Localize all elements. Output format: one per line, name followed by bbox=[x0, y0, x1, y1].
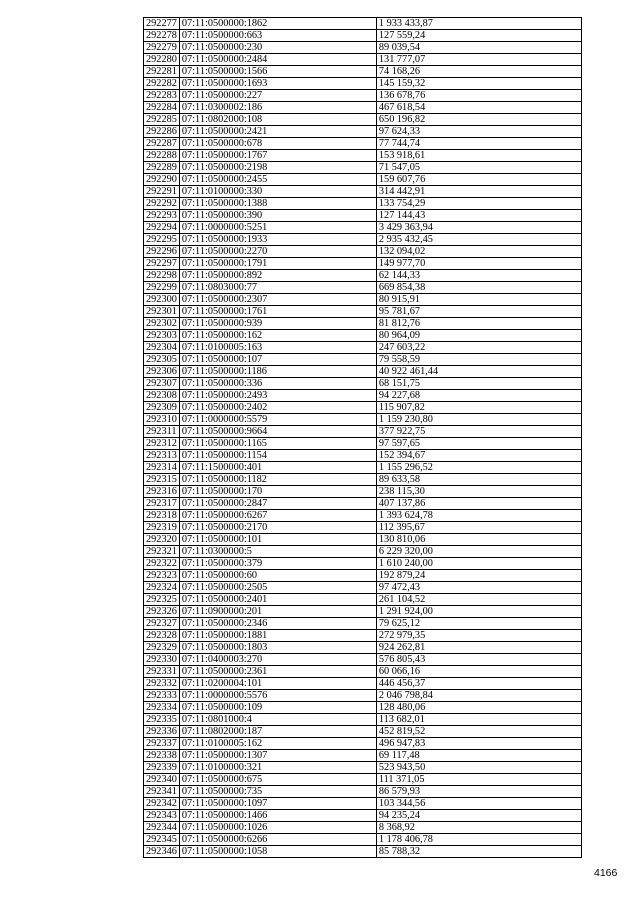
cadastral-number-cell: 07:11:0500000:2455 bbox=[179, 174, 376, 186]
table-row bbox=[144, 690, 582, 702]
value-cell: 132 094,02 bbox=[376, 246, 581, 258]
value-cell: 452 819,52 bbox=[376, 726, 581, 738]
cadastral-number-cell: 07:11:0500000:2402 bbox=[179, 402, 376, 414]
row-number-cell: 292334 bbox=[144, 702, 180, 714]
row-number-cell: 292322 bbox=[144, 558, 180, 570]
value-cell: 89 633,58 bbox=[376, 474, 581, 486]
value-cell: 80 964,09 bbox=[376, 330, 581, 342]
row-number-cell: 292301 bbox=[144, 306, 180, 318]
cadastral-number-cell: 07:11:0500000:1791 bbox=[179, 258, 376, 270]
row-number-cell: 292285 bbox=[144, 114, 180, 126]
cadastral-number-cell: 07:11:0500000:1165 bbox=[179, 438, 376, 450]
value-cell: 97 597,65 bbox=[376, 438, 581, 450]
cadastral-number-cell: 07:11:0300002:186 bbox=[179, 102, 376, 114]
table-row bbox=[144, 810, 582, 822]
row-number-cell: 292277 bbox=[144, 18, 180, 30]
cadastral-number-cell: 07:11:0500000:1097 bbox=[179, 798, 376, 810]
value-cell: 377 922,75 bbox=[376, 426, 581, 438]
cadastral-number-cell: 07:11:0802000:187 bbox=[179, 726, 376, 738]
value-cell: 86 579,93 bbox=[376, 786, 581, 798]
value-cell: 40 922 461,44 bbox=[376, 366, 581, 378]
cadastral-number-cell: 07:11:0500000:2493 bbox=[179, 390, 376, 402]
table-row bbox=[144, 42, 582, 54]
row-number-cell: 292294 bbox=[144, 222, 180, 234]
table-row bbox=[144, 594, 582, 606]
value-cell: 94 227,68 bbox=[376, 390, 581, 402]
value-cell: 238 115,30 bbox=[376, 486, 581, 498]
row-number-cell: 292288 bbox=[144, 150, 180, 162]
table-row bbox=[144, 78, 582, 90]
table-row bbox=[144, 102, 582, 114]
table-row bbox=[144, 174, 582, 186]
cadastral-number-cell: 07:11:0200004:101 bbox=[179, 678, 376, 690]
value-cell: 136 678,76 bbox=[376, 90, 581, 102]
value-cell: 523 943,50 bbox=[376, 762, 581, 774]
table-row bbox=[144, 786, 582, 798]
row-number-cell: 292281 bbox=[144, 66, 180, 78]
cadastral-number-cell: 07:11:0500000:2270 bbox=[179, 246, 376, 258]
cadastral-number-cell: 07:11:0500000:2847 bbox=[179, 498, 376, 510]
table-row bbox=[144, 666, 582, 678]
cadastral-number-cell: 07:11:0500000:1058 bbox=[179, 846, 376, 858]
row-number-cell: 292339 bbox=[144, 762, 180, 774]
value-cell: 112 395,67 bbox=[376, 522, 581, 534]
value-cell: 3 429 363,94 bbox=[376, 222, 581, 234]
table-row bbox=[144, 534, 582, 546]
row-number-cell: 292309 bbox=[144, 402, 180, 414]
value-cell: 1 393 624,78 bbox=[376, 510, 581, 522]
value-cell: 127 559,24 bbox=[376, 30, 581, 42]
cadastral-number-cell: 07:11:0500000:1803 bbox=[179, 642, 376, 654]
row-number-cell: 292302 bbox=[144, 318, 180, 330]
table-row bbox=[144, 630, 582, 642]
value-cell: 576 805,43 bbox=[376, 654, 581, 666]
value-cell: 192 879,24 bbox=[376, 570, 581, 582]
cadastral-number-cell: 07:11:0500000:2361 bbox=[179, 666, 376, 678]
value-cell: 496 947,83 bbox=[376, 738, 581, 750]
table-row bbox=[144, 678, 582, 690]
row-number-cell: 292284 bbox=[144, 102, 180, 114]
table-row bbox=[144, 234, 582, 246]
row-number-cell: 292307 bbox=[144, 378, 180, 390]
row-number-cell: 292345 bbox=[144, 834, 180, 846]
value-cell: 8 368,92 bbox=[376, 822, 581, 834]
value-cell: 95 781,67 bbox=[376, 306, 581, 318]
table-row bbox=[144, 846, 582, 858]
row-number-cell: 292305 bbox=[144, 354, 180, 366]
table-row bbox=[144, 270, 582, 282]
value-cell: 131 777,07 bbox=[376, 54, 581, 66]
table-row bbox=[144, 210, 582, 222]
row-number-cell: 292283 bbox=[144, 90, 180, 102]
table-row bbox=[144, 450, 582, 462]
row-number-cell: 292336 bbox=[144, 726, 180, 738]
value-cell: 1 291 924,00 bbox=[376, 606, 581, 618]
value-cell: 71 547,05 bbox=[376, 162, 581, 174]
table-row bbox=[144, 282, 582, 294]
value-cell: 130 810,06 bbox=[376, 534, 581, 546]
table-row bbox=[144, 354, 582, 366]
value-cell: 159 607,76 bbox=[376, 174, 581, 186]
row-number-cell: 292335 bbox=[144, 714, 180, 726]
cadastral-number-cell: 07:11:0500000:1767 bbox=[179, 150, 376, 162]
table-row bbox=[144, 486, 582, 498]
row-number-cell: 292311 bbox=[144, 426, 180, 438]
cadastral-number-cell: 07:11:0500000:2505 bbox=[179, 582, 376, 594]
cadastral-number-cell: 07:11:0500000:2307 bbox=[179, 294, 376, 306]
value-cell: 467 618,54 bbox=[376, 102, 581, 114]
row-number-cell: 292327 bbox=[144, 618, 180, 630]
cadastral-number-cell: 07:11:0500000:1862 bbox=[179, 18, 376, 30]
value-cell: 1 159 230,80 bbox=[376, 414, 581, 426]
table-row bbox=[144, 714, 582, 726]
table-row bbox=[144, 414, 582, 426]
value-cell: 69 117,48 bbox=[376, 750, 581, 762]
row-number-cell: 292298 bbox=[144, 270, 180, 282]
table-row bbox=[144, 474, 582, 486]
row-number-cell: 292300 bbox=[144, 294, 180, 306]
row-number-cell: 292320 bbox=[144, 534, 180, 546]
row-number-cell: 292328 bbox=[144, 630, 180, 642]
table-row bbox=[144, 498, 582, 510]
cadastral-number-cell: 07:11:0500000:1154 bbox=[179, 450, 376, 462]
row-number-cell: 292293 bbox=[144, 210, 180, 222]
cadastral-number-cell: 07:11:0000000:5251 bbox=[179, 222, 376, 234]
value-cell: 60 066,16 bbox=[376, 666, 581, 678]
table-row bbox=[144, 558, 582, 570]
row-number-cell: 292313 bbox=[144, 450, 180, 462]
value-cell: 97 472,43 bbox=[376, 582, 581, 594]
value-cell: 81 812,76 bbox=[376, 318, 581, 330]
table-row bbox=[144, 150, 582, 162]
cadastral-number-cell: 07:11:0500000:2421 bbox=[179, 126, 376, 138]
value-cell: 247 603,22 bbox=[376, 342, 581, 354]
row-number-cell: 292286 bbox=[144, 126, 180, 138]
row-number-cell: 292338 bbox=[144, 750, 180, 762]
value-cell: 94 235,24 bbox=[376, 810, 581, 822]
cadastral-number-cell: 07:11:0500000:6267 bbox=[179, 510, 376, 522]
cadastral-number-cell: 07:11:0500000:1466 bbox=[179, 810, 376, 822]
row-number-cell: 292292 bbox=[144, 198, 180, 210]
row-number-cell: 292315 bbox=[144, 474, 180, 486]
value-cell: 62 144,33 bbox=[376, 270, 581, 282]
value-cell: 2 935 432,45 bbox=[376, 234, 581, 246]
table-row bbox=[144, 798, 582, 810]
cadastral-number-cell: 07:11:0500000:101 bbox=[179, 534, 376, 546]
table-row bbox=[144, 294, 582, 306]
cadastral-number-cell: 07:11:0500000:1186 bbox=[179, 366, 376, 378]
value-cell: 113 682,01 bbox=[376, 714, 581, 726]
table-row bbox=[144, 522, 582, 534]
table-row bbox=[144, 618, 582, 630]
table-body bbox=[144, 18, 582, 858]
table-row bbox=[144, 426, 582, 438]
cadastral-number-cell: 07:11:0500000:1881 bbox=[179, 630, 376, 642]
row-number-cell: 292342 bbox=[144, 798, 180, 810]
table-row bbox=[144, 18, 582, 30]
value-cell: 127 144,43 bbox=[376, 210, 581, 222]
cadastral-number-cell: 07:11:0100000:330 bbox=[179, 186, 376, 198]
cadastral-number-cell: 07:11:0500000:663 bbox=[179, 30, 376, 42]
value-cell: 128 480,06 bbox=[376, 702, 581, 714]
value-cell: 89 039,54 bbox=[376, 42, 581, 54]
row-number-cell: 292291 bbox=[144, 186, 180, 198]
cadastral-number-cell: 07:11:0802000:108 bbox=[179, 114, 376, 126]
cadastral-number-cell: 07:11:0100005:163 bbox=[179, 342, 376, 354]
table-row bbox=[144, 462, 582, 474]
table-row bbox=[144, 834, 582, 846]
table-row bbox=[144, 750, 582, 762]
value-cell: 111 371,05 bbox=[376, 774, 581, 786]
cadastral-number-cell: 07:11:0500000:2198 bbox=[179, 162, 376, 174]
table-row bbox=[144, 570, 582, 582]
value-cell: 115 907,82 bbox=[376, 402, 581, 414]
cadastral-number-cell: 07:11:0500000:678 bbox=[179, 138, 376, 150]
row-number-cell: 292279 bbox=[144, 42, 180, 54]
cadastral-number-cell: 07:11:0500000:60 bbox=[179, 570, 376, 582]
value-cell: 669 854,38 bbox=[376, 282, 581, 294]
table-row bbox=[144, 126, 582, 138]
cadastral-number-cell: 07:11:0100005:162 bbox=[179, 738, 376, 750]
row-number-cell: 292316 bbox=[144, 486, 180, 498]
table-row bbox=[144, 390, 582, 402]
cadastral-number-cell: 07:11:0500000:2346 bbox=[179, 618, 376, 630]
cadastral-number-cell: 07:11:0500000:2401 bbox=[179, 594, 376, 606]
value-cell: 74 168,26 bbox=[376, 66, 581, 78]
row-number-cell: 292341 bbox=[144, 786, 180, 798]
row-number-cell: 292290 bbox=[144, 174, 180, 186]
row-number-cell: 292303 bbox=[144, 330, 180, 342]
value-cell: 1 610 240,00 bbox=[376, 558, 581, 570]
cadastral-number-cell: 07:11:0500000:6266 bbox=[179, 834, 376, 846]
cadastral-number-cell: 07:11:0500000:1182 bbox=[179, 474, 376, 486]
row-number-cell: 292344 bbox=[144, 822, 180, 834]
value-cell: 152 394,67 bbox=[376, 450, 581, 462]
row-number-cell: 292333 bbox=[144, 690, 180, 702]
value-cell: 446 456,37 bbox=[376, 678, 581, 690]
value-cell: 1 155 296,52 bbox=[376, 462, 581, 474]
cadastral-number-cell: 07:11:0500000:1566 bbox=[179, 66, 376, 78]
cadastral-number-cell: 07:11:1500000:401 bbox=[179, 462, 376, 474]
row-number-cell: 292287 bbox=[144, 138, 180, 150]
table-row bbox=[144, 438, 582, 450]
table-row bbox=[144, 774, 582, 786]
table-row bbox=[144, 546, 582, 558]
value-cell: 261 104,52 bbox=[376, 594, 581, 606]
row-number-cell: 292321 bbox=[144, 546, 180, 558]
row-number-cell: 292340 bbox=[144, 774, 180, 786]
table-row bbox=[144, 186, 582, 198]
row-number-cell: 292297 bbox=[144, 258, 180, 270]
cadastral-number-cell: 07:11:0500000:1761 bbox=[179, 306, 376, 318]
cadastral-number-cell: 07:11:0500000:230 bbox=[179, 42, 376, 54]
cadastral-number-cell: 07:11:0300000:5 bbox=[179, 546, 376, 558]
row-number-cell: 292319 bbox=[144, 522, 180, 534]
value-cell: 1 178 406,78 bbox=[376, 834, 581, 846]
cadastral-number-cell: 07:11:0500000:390 bbox=[179, 210, 376, 222]
row-number-cell: 292310 bbox=[144, 414, 180, 426]
cadastral-number-cell: 07:11:0801000:4 bbox=[179, 714, 376, 726]
value-cell: 272 979,35 bbox=[376, 630, 581, 642]
table-row bbox=[144, 582, 582, 594]
value-cell: 97 624,33 bbox=[376, 126, 581, 138]
row-number-cell: 292280 bbox=[144, 54, 180, 66]
table-row bbox=[144, 366, 582, 378]
cadastral-number-cell: 07:11:0500000:939 bbox=[179, 318, 376, 330]
value-cell: 149 977,70 bbox=[376, 258, 581, 270]
cadastral-number-cell: 07:11:0500000:227 bbox=[179, 90, 376, 102]
cadastral-number-cell: 07:11:0500000:162 bbox=[179, 330, 376, 342]
value-cell: 2 046 798,84 bbox=[376, 690, 581, 702]
cadastral-number-cell: 07:11:0500000:1693 bbox=[179, 78, 376, 90]
row-number-cell: 292312 bbox=[144, 438, 180, 450]
value-cell: 650 196,82 bbox=[376, 114, 581, 126]
value-cell: 407 137,86 bbox=[376, 498, 581, 510]
row-number-cell: 292289 bbox=[144, 162, 180, 174]
table-row bbox=[144, 138, 582, 150]
row-number-cell: 292317 bbox=[144, 498, 180, 510]
cadastral-number-cell: 07:11:0900000:201 bbox=[179, 606, 376, 618]
table-row bbox=[144, 726, 582, 738]
table-row bbox=[144, 222, 582, 234]
row-number-cell: 292282 bbox=[144, 78, 180, 90]
table-row bbox=[144, 246, 582, 258]
table-row bbox=[144, 738, 582, 750]
table-row bbox=[144, 342, 582, 354]
row-number-cell: 292314 bbox=[144, 462, 180, 474]
row-number-cell: 292299 bbox=[144, 282, 180, 294]
cadastral-number-cell: 07:11:0500000:892 bbox=[179, 270, 376, 282]
cadastral-number-cell: 07:11:0500000:2484 bbox=[179, 54, 376, 66]
value-cell: 133 754,29 bbox=[376, 198, 581, 210]
table-row bbox=[144, 198, 582, 210]
value-cell: 314 442,91 bbox=[376, 186, 581, 198]
value-cell: 68 151,75 bbox=[376, 378, 581, 390]
row-number-cell: 292332 bbox=[144, 678, 180, 690]
cadastral-number-cell: 07:11:0000000:5576 bbox=[179, 690, 376, 702]
cadastral-number-cell: 07:11:0500000:170 bbox=[179, 486, 376, 498]
row-number-cell: 292304 bbox=[144, 342, 180, 354]
table-row bbox=[144, 642, 582, 654]
table-row bbox=[144, 306, 582, 318]
row-number-cell: 292295 bbox=[144, 234, 180, 246]
cadastral-value-table bbox=[143, 17, 582, 858]
table-row bbox=[144, 54, 582, 66]
value-cell: 153 918,61 bbox=[376, 150, 581, 162]
value-cell: 79 625,12 bbox=[376, 618, 581, 630]
table-row bbox=[144, 702, 582, 714]
value-cell: 103 344,56 bbox=[376, 798, 581, 810]
row-number-cell: 292346 bbox=[144, 846, 180, 858]
table-row bbox=[144, 822, 582, 834]
cadastral-number-cell: 07:11:0803000:77 bbox=[179, 282, 376, 294]
value-cell: 1 933 433,87 bbox=[376, 18, 581, 30]
table-row bbox=[144, 762, 582, 774]
value-cell: 145 159,32 bbox=[376, 78, 581, 90]
page-number: 4166 bbox=[594, 867, 618, 879]
value-cell: 79 558,59 bbox=[376, 354, 581, 366]
value-cell: 77 744,74 bbox=[376, 138, 581, 150]
row-number-cell: 292326 bbox=[144, 606, 180, 618]
table-row bbox=[144, 654, 582, 666]
table-row bbox=[144, 330, 582, 342]
cadastral-number-cell: 07:11:0400003:270 bbox=[179, 654, 376, 666]
table-row bbox=[144, 30, 582, 42]
row-number-cell: 292330 bbox=[144, 654, 180, 666]
value-cell: 924 262,81 bbox=[376, 642, 581, 654]
value-cell: 85 788,32 bbox=[376, 846, 581, 858]
row-number-cell: 292308 bbox=[144, 390, 180, 402]
row-number-cell: 292323 bbox=[144, 570, 180, 582]
row-number-cell: 292343 bbox=[144, 810, 180, 822]
cadastral-number-cell: 07:11:0500000:735 bbox=[179, 786, 376, 798]
table-row bbox=[144, 402, 582, 414]
cadastral-number-cell: 07:11:0500000:107 bbox=[179, 354, 376, 366]
cadastral-number-cell: 07:11:0500000:1388 bbox=[179, 198, 376, 210]
cadastral-number-cell: 07:11:0500000:9664 bbox=[179, 426, 376, 438]
value-cell: 80 915,91 bbox=[376, 294, 581, 306]
cadastral-number-cell: 07:11:0500000:1933 bbox=[179, 234, 376, 246]
row-number-cell: 292318 bbox=[144, 510, 180, 522]
cadastral-number-cell: 07:11:0500000:1307 bbox=[179, 750, 376, 762]
cadastral-number-cell: 07:11:0500000:2170 bbox=[179, 522, 376, 534]
table-row bbox=[144, 510, 582, 522]
cadastral-number-cell: 07:11:0000000:5579 bbox=[179, 414, 376, 426]
table-row bbox=[144, 114, 582, 126]
row-number-cell: 292278 bbox=[144, 30, 180, 42]
cadastral-number-cell: 07:11:0500000:675 bbox=[179, 774, 376, 786]
row-number-cell: 292306 bbox=[144, 366, 180, 378]
row-number-cell: 292324 bbox=[144, 582, 180, 594]
row-number-cell: 292296 bbox=[144, 246, 180, 258]
cadastral-number-cell: 07:11:0100000:321 bbox=[179, 762, 376, 774]
value-cell: 6 229 320,00 bbox=[376, 546, 581, 558]
table-row bbox=[144, 606, 582, 618]
row-number-cell: 292331 bbox=[144, 666, 180, 678]
cadastral-number-cell: 07:11:0500000:109 bbox=[179, 702, 376, 714]
row-number-cell: 292337 bbox=[144, 738, 180, 750]
cadastral-number-cell: 07:11:0500000:379 bbox=[179, 558, 376, 570]
table-row bbox=[144, 378, 582, 390]
table-row bbox=[144, 318, 582, 330]
table-row bbox=[144, 66, 582, 78]
cadastral-number-cell: 07:11:0500000:1026 bbox=[179, 822, 376, 834]
row-number-cell: 292325 bbox=[144, 594, 180, 606]
table-row bbox=[144, 90, 582, 102]
table-row bbox=[144, 258, 582, 270]
cadastral-number-cell: 07:11:0500000:336 bbox=[179, 378, 376, 390]
row-number-cell: 292329 bbox=[144, 642, 180, 654]
table-row bbox=[144, 162, 582, 174]
